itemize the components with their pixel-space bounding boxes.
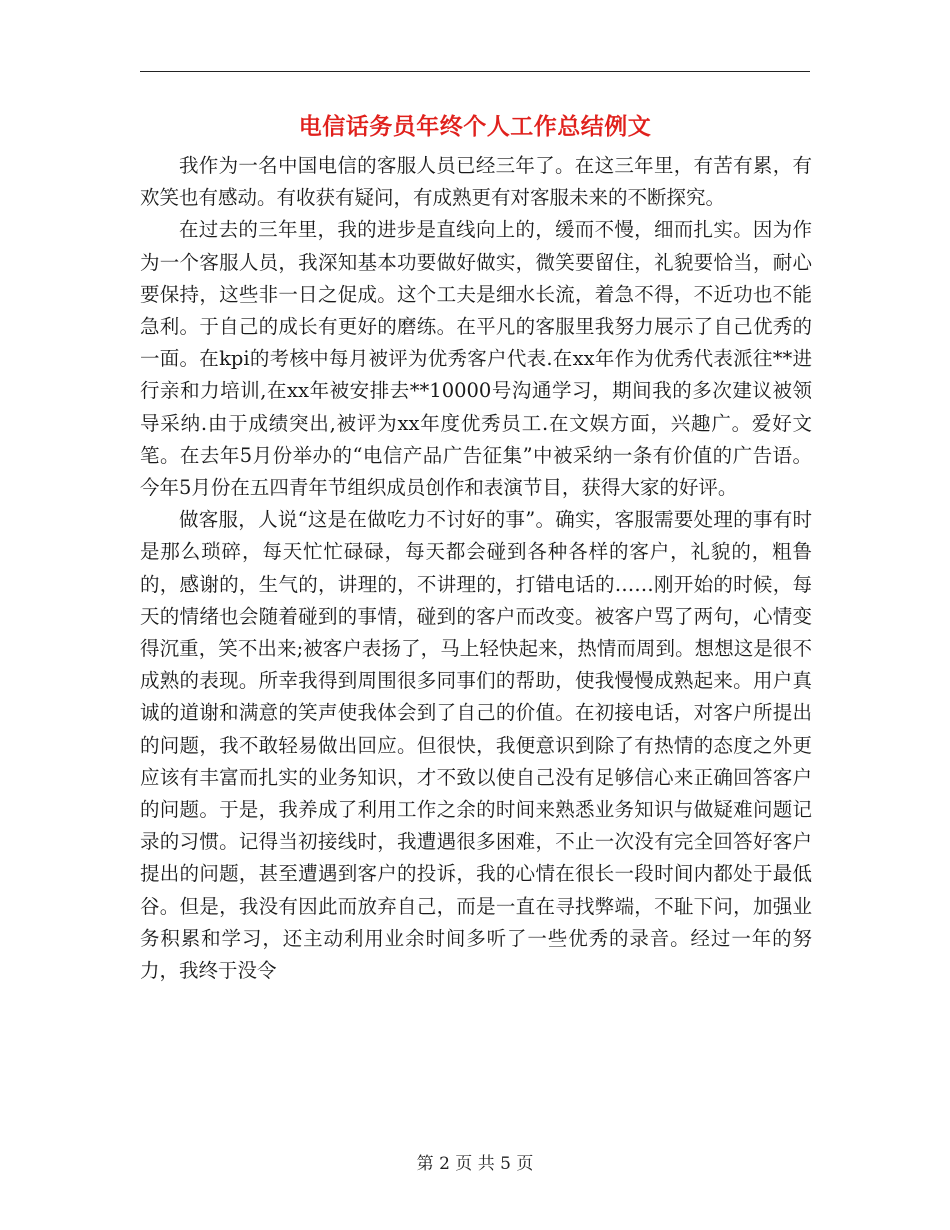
page-number: 第 2 页 共 5 页 <box>416 1154 534 1174</box>
paragraph: 做客服，人说“这是在做吃力不讨好的事”。确实，客服需要处理的事有时是那么琐碎，每天忙忙碌碌，每天都会碰到各种各样的客户，礼貌的，粗鲁的，感谢的，生气的，讲理的，不讲理的，打错电话的……刚开始的时候，每天的情绪也会随着碰到的事情，碰到的客户而改变。被客户骂了两句，心情变得沉重，笑不出来;被客户表扬了，马上轻快起来，热情而周到。想想这是很不成熟的表现。所幸我得到周围很多同事们的帮助，使我慢慢成熟起来。用户真诚的道谢和满意的笑声使我体会到了自己的价值。在初接电话，对客户所提出的问题，我不敢轻易做出回应。但很快，我便意识到除了有热情的态度之外更应该有丰富而扎实的业务知识，才不致以使自己没有足够信心来正确回答客户的问题。于是，我养成了利用工作之余的时间来熟悉业务知识与做疑难问题记录的习惯。记得当初接线时，我遭遇很多困难，不止一次没有完全回答好客户提出的问题，甚至遭遇到客户的投诉，我的心情在很长一段时间内都处于最低谷。但是，我没有因此而放弃自己，而是一直在寻找弊端，不耻下问，加强业务积累和学习，还主动利用业余时间多听了一些优秀的录音。经过一年的努力，我终于没令 <box>140 508 812 983</box>
document-title: 电信话务员年终个人工作总结例文 <box>298 113 652 140</box>
document-body <box>140 150 812 987</box>
header-rule <box>140 71 810 72</box>
paragraph: 在过去的三年里，我的进步是直线向上的，缓而不慢，细而扎实。因为作为一个客服人员，我深知基本功要做好做实，微笑要留住，礼貌要恰当，耐心要保持，这些非一日之促成。这个工夫是细水长流，着急不得，不近功也不能急利。于自己的成长有更好的磨练。在平凡的客服里我努力展示了自己优秀的一面。在kpi的考核中每月被评为优秀客户代表.在xx年作为优秀代表派往**进行亲和力培训,在xx年被安排去**10000号沟通学习，期间我的多次建议被领导采纳.由于成绩突出,被评为xx年度优秀员工.在文娱方面，兴趣广。爱好文笔。在去年5月份举办的“电信产品广告征集”中被采纳一条有价值的广告语。今年5月份在五四青年节组织成员创作和表演节目，获得大家的好评。 <box>140 218 812 500</box>
paragraph: 我作为一名中国电信的客服人员已经三年了。在这三年里，有苦有累，有欢笑也有感动。有收获有疑问，有成熟更有对客服未来的不断探究。 <box>140 154 812 210</box>
